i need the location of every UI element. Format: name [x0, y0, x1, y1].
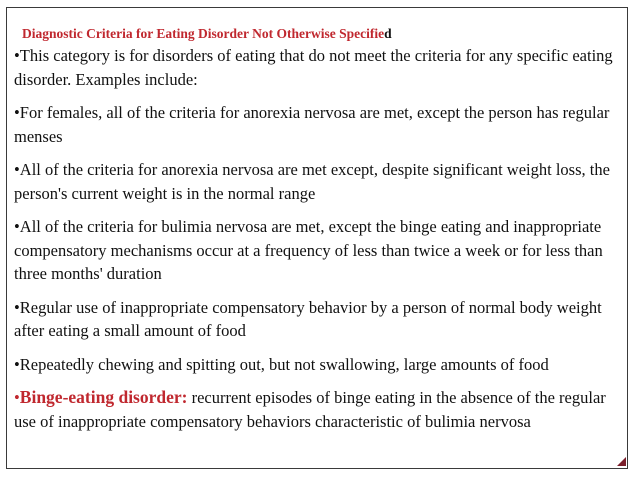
- highlight-term: Binge-eating disorder:: [19, 387, 188, 407]
- highlight-text: recurrent episodes of binge eating in the absence of the regular use of inappropriate compensatory behaviors characteristic of bulimia nervosa: [14, 388, 606, 431]
- list-item: [14, 44, 626, 91]
- bullet-icon: •: [14, 388, 20, 407]
- list-item: [14, 215, 626, 286]
- bullet-icon: •: [14, 46, 20, 65]
- title-last-letter: d: [384, 26, 392, 41]
- list-item: [14, 296, 626, 343]
- bullet-list: [14, 44, 626, 433]
- title-main: Diagnostic Criteria for Eating Disorder Not Otherwise Specifie: [22, 26, 385, 41]
- highlight-list-item: [14, 386, 626, 433]
- bullet-icon: •: [14, 160, 20, 179]
- bullet-icon: •: [14, 297, 20, 317]
- list-item: [14, 353, 626, 377]
- list-item-text: Repeatedly chewing and spitting out, but not swallowing, large amounts of food: [19, 354, 549, 374]
- list-item: [14, 158, 626, 205]
- list-item-text: For females, all of the criteria for anorexia nervosa are met, except the person has regular menses: [14, 103, 610, 146]
- corner-decoration: [617, 457, 626, 466]
- list-item-text: Regular use of inappropriate compensatory behavior by a person of normal body weight after eating a small amount of food: [14, 297, 602, 340]
- list-item-text: All of the criteria for anorexia nervosa are met except, despite significant weight loss, the person's current weight is in the normal range: [14, 160, 610, 203]
- bullet-icon: •: [14, 217, 20, 236]
- bullet-icon: •: [14, 354, 20, 374]
- list-item-text: This category is for disorders of eating that do not meet the criteria for any specific eating disorder. Examples include:: [14, 46, 613, 89]
- slide-title: [22, 26, 392, 42]
- bullet-icon: •: [14, 103, 20, 122]
- list-item: [14, 101, 626, 148]
- list-item-text: All of the criteria for bulimia nervosa are met, except the binge eating and inappropriate compensatory mechanisms occur at a frequency of less than twice a week or for less than three months' duration: [14, 217, 603, 283]
